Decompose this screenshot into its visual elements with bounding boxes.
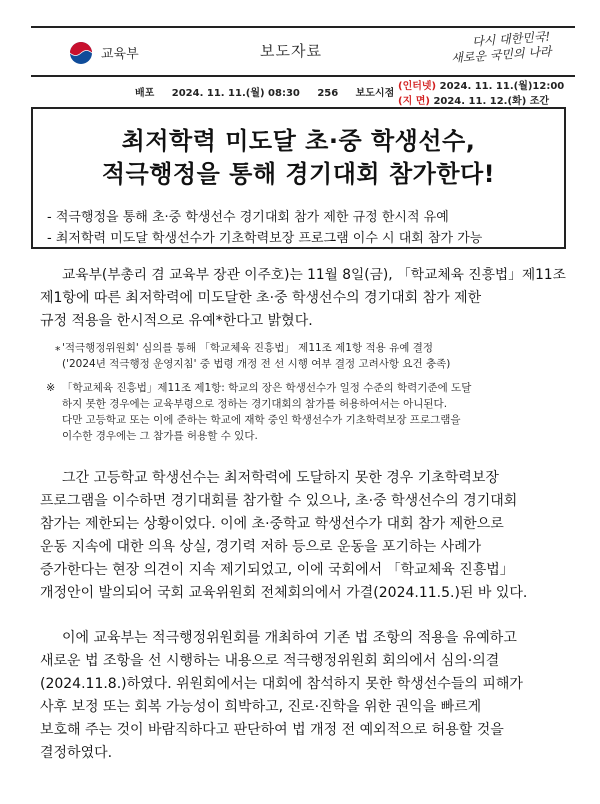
- body-paragraph-3-line-3: (2024.11.8.)하였다. 위원회에서는 대회에 참석하지 못한 학생선수들의 피해가: [40, 676, 523, 692]
- org-name: 교육부: [101, 47, 139, 62]
- body-paragraph-2-line-3: 참가는 제한되는 상황이었다. 이에 초·중학교 학생선수가 대회 참가 제한으로: [40, 516, 504, 532]
- body-paragraph-1-line-1: 교육부(부총리 겸 교육부 장관 이주호)는 11월 8일(금), 「학교체육 진흥법」제11조: [62, 267, 566, 283]
- body-paragraph-2-line-1: 그간 고등학교 학생선수는 최저학력에 도달하지 못한 경우 기초학력보장: [62, 470, 499, 486]
- internet-time: 2024. 11. 11.(월)12:00: [439, 81, 565, 92]
- headline-line-2: 적극행정을 통해 경기대회 참가한다!: [101, 160, 496, 188]
- body-paragraph-2-line-5: 증가한다는 현장 의견이 지속 제기되었고, 이에 국회에서 「학교체육 진흥법」: [40, 562, 514, 578]
- paper-time: 2024. 11. 12.(화) 조간: [433, 96, 550, 107]
- headline-line-1: 최저학력 미도달 초·중 학생선수,: [121, 127, 476, 155]
- body-paragraph-2-line-6: 개정안이 발의되어 국회 교육위원회 전체회의에서 가결(2024.11.5.)된 바 있다.: [40, 585, 528, 601]
- reference-line-4: 이수한 경우에는 그 참가를 허용할 수 있다.: [62, 430, 258, 442]
- ministry-logo-icon: [69, 41, 93, 65]
- slogan-line-1: 다시 대한민국!: [471, 29, 551, 49]
- dist-label: 배포: [135, 88, 155, 99]
- body-paragraph-3-line-5: 보호해 주는 것이 바람직하다고 판단하여 법 개정 전 예외적으로 허용할 것을: [40, 722, 504, 738]
- footnote-line-2: ('2024년 적극행정 운영지침' 중 법령 개정 전 선 시행 여부 결정 고려사항 요건 충족): [62, 358, 451, 370]
- slogan-line-2: 새로운 국민의 나라: [450, 44, 552, 66]
- reference-mark: ※: [46, 381, 56, 394]
- reference-line-2: 하지 못한 경우에는 교육부령으로 정하는 경기대회의 참가를 허용하여서는 아니된다.: [62, 398, 448, 410]
- dist-count: 256: [317, 88, 339, 99]
- distribution-info: [135, 84, 394, 99]
- paper-label: (지 면): [398, 96, 430, 107]
- slogan-calligraphy: [448, 28, 578, 77]
- release-internet: [398, 77, 564, 92]
- body-paragraph-3-line-4: 사후 보정 또는 회복 가능성이 희박하고, 진로·진학을 위한 권익을 빠르게: [40, 699, 482, 715]
- body-paragraph-1-line-2: 제1항에 따른 최저학력에 미도달한 초·중 학생선수의 경기대회 참가 제한: [40, 290, 482, 306]
- body-paragraph-1-line-3: 규정 적용을 한시적으로 유예*한다고 밝혔다.: [40, 313, 313, 329]
- internet-label: (인터넷): [398, 81, 437, 92]
- body-paragraph-2-line-4: 운동 지속에 대한 의욕 상실, 경기력 저하 등으로 운동을 포기하는 사례가: [40, 539, 482, 555]
- footnote-line-1: '적극행정위원회' 심의를 통해 「학교체육 진흥법」 제11조 제1항 적용 유예 결정: [62, 342, 433, 354]
- body-paragraph-3-line-2: 새로운 법 조항을 선 시행하는 내용으로 적극행정위원회 회의에서 심의·의결: [40, 653, 500, 669]
- footnote-mark: *: [55, 344, 61, 357]
- summary-point-2: - 최저학력 미도달 학생선수가 기초학력보장 프로그램 이수 시 대회 참가 가능: [47, 231, 483, 246]
- doc-type-title: 보도자료: [260, 42, 322, 60]
- body-paragraph-3-line-1: 이에 교육부는 적극행정위원회를 개최하여 기존 법 조항의 적용을 유예하고: [62, 630, 517, 646]
- release-paper: [398, 92, 549, 107]
- dist-date: 2024. 11. 11.(월) 08:30: [171, 88, 300, 99]
- headline-box: [31, 107, 566, 249]
- press-release-header: [31, 26, 575, 77]
- summary-point-1: - 적극행정을 통해 초·중 학생선수 경기대회 참가 제한 규정 한시적 유예: [47, 210, 449, 225]
- reference-line-3: 다만 고등학교 또는 이에 준하는 학교에 재학 중인 학생선수가 기초학력보장 프로그램을: [62, 414, 461, 426]
- body-paragraph-3-line-6: 결정하였다.: [40, 745, 113, 761]
- reference-line-1: 「학교체육 진흥법」제11조 제1항: 학교의 장은 학생선수가 일정 수준의 학력기준에 도달: [62, 382, 472, 394]
- body-paragraph-2-line-2: 프로그램을 이수하면 경기대회를 참가할 수 있으나, 초·중 학생선수의 경기대회: [40, 493, 518, 509]
- release-label: 보도시점: [355, 88, 395, 99]
